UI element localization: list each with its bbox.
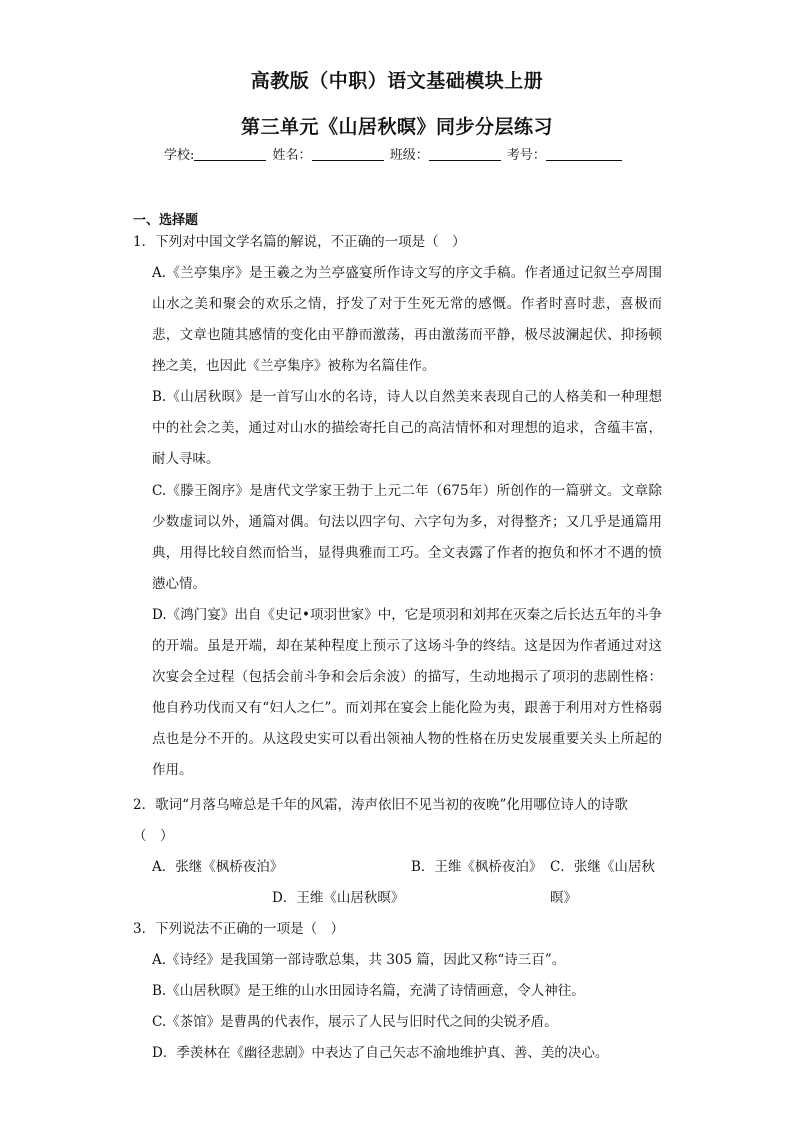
question-2-option-b: B．王维《枫桥夜泊》 xyxy=(411,859,543,875)
class-label: 班级： xyxy=(389,148,429,163)
question-1-option-d: D.《鸿门宴》出自《史记•项羽世家》中，它是项羽和刘邦在灭秦之后长达五年的斗争的开端。虽是开端，却在某种程度上预示了这场斗争的终结。这是因为作者通过对这次宴会全过程（包括会前斗争和会后余波）的描写，生动地揭示了项羽的悲剧性格：他自矜功伐而又有“妇人之仁”。而刘邦在宴会上能化险为夷，跟善于利用对方性格弱点也是分不开的。从这段史实可以看出领袖人物的性格在历史发展重要关头上所起的作用。 xyxy=(152,607,662,778)
question-2-option-d: D．王维《山居秋暝》 xyxy=(272,890,405,906)
question-1-option-c: C.《滕王阁序》是唐代文学家王勃于上元二年（675年）所创作的一篇骈文。文章除少数虚词以外，通篇对偶。句法以四字句、六字句为多，对得整齐；又几乎是通篇用典，用得比较自然而恰当，显得典雅而工巧。全文表露了作者的抱负和怀才不遇的愤懑心情。 xyxy=(152,483,662,592)
section-heading: 一、选择题 xyxy=(133,213,199,228)
page-title: 高教版（中职）语文基础模块上册 xyxy=(250,70,544,92)
question-3-option-b: B.《山居秋暝》是王维的山水田园诗名篇，充满了诗情画意，令人神往。 xyxy=(152,983,585,999)
question-3-option-d: D．季羡林在《幽径悲剧》中表达了自己矢志不渝地维护真、善、美的决心。 xyxy=(152,1045,609,1061)
question-2-option-c: C．张继《山居秋暝》 xyxy=(550,859,655,906)
question-2-stem: 2．歌词“月落乌啼总是千年的风霜，涛声依旧不见当初的夜晚”化用哪位诗人的诗歌（ ） xyxy=(133,797,628,844)
school-label: 学校: xyxy=(164,148,195,163)
question-3-option-a: A.《诗经》是我国第一部诗歌总集，共 305 篇，因此又称“诗三百”。 xyxy=(152,952,566,968)
question-1-stem: 1．下列对中国文学名篇的解说，不正确的一项是（ ） xyxy=(133,234,466,250)
question-1-option-b: B.《山居秋暝》是一首写山水的名诗，诗人以自然美来表现自己的人格美和一种理想中的社会之美，通过对山水的描绘寄托自己的高洁情怀和对理想的追求，含蕴丰富，耐人寻味。 xyxy=(152,389,662,467)
page-subtitle: 第三单元《山居秋暝》同步分层练习 xyxy=(240,116,553,138)
class-blank[interactable] xyxy=(429,147,501,161)
student-info-line xyxy=(164,144,622,163)
exam-no-label: 考号： xyxy=(506,148,546,163)
name-blank[interactable] xyxy=(312,147,384,161)
question-3-option-c: C.《茶馆》是曹禺的代表作，展示了人民与旧时代之间的尖锐矛盾。 xyxy=(152,1014,558,1030)
question-3-stem: 3．下列说法不正确的一项是（ ） xyxy=(133,921,345,937)
question-2-option-a: A．张继《枫桥夜泊》 xyxy=(152,859,284,875)
exam-no-blank[interactable] xyxy=(546,147,622,161)
question-1-option-a: A.《兰亭集序》是王羲之为兰亭盛宴所作诗文写的序文手稿。作者通过记叙兰亭周围山水之美和聚会的欢乐之情，抒发了对于生死无常的感慨。作者时喜时悲，喜极而悲，文章也随其感情的变化由平静而激荡，再由激荡而平静，极尽波澜起伏、抑扬顿挫之美，也因此《兰亭集序》被称为名篇佳作。 xyxy=(152,265,662,374)
school-blank[interactable] xyxy=(194,147,266,161)
name-label: 姓名： xyxy=(272,148,312,163)
